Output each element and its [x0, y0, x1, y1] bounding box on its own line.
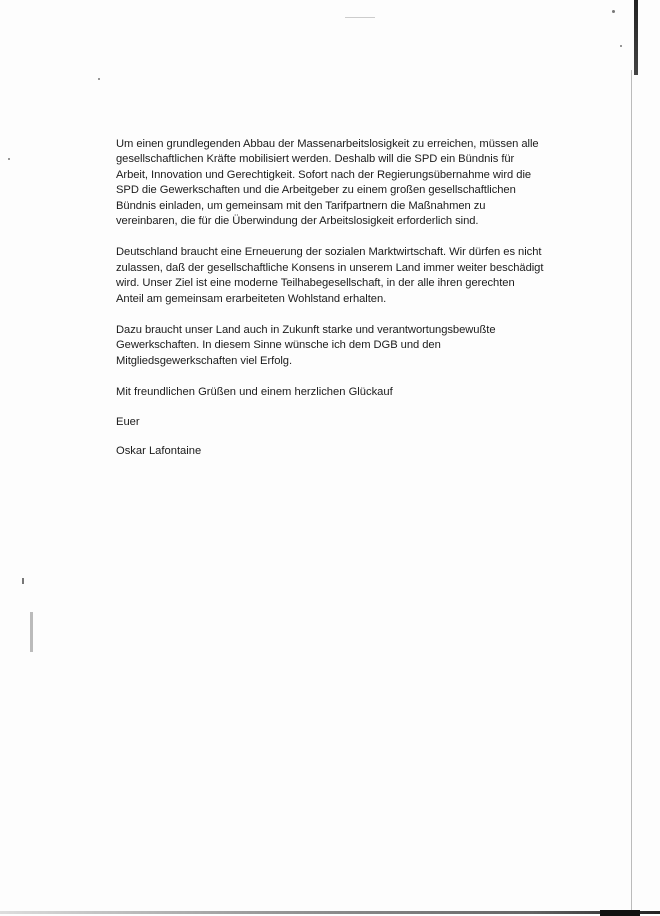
scan-speck: [30, 612, 33, 652]
scan-speck: [345, 17, 375, 18]
scan-edge-shadow: [634, 0, 638, 75]
scan-corner-shadow: [600, 910, 640, 916]
text-line: gesellschaftlichen Kräfte mobilisiert werden. Deshalb will die SPD ein Bündnis für: [116, 153, 515, 166]
scan-speck: [98, 78, 100, 80]
text-line: zulassen, daß der gesellschaftliche Konsens in unserem Land immer weiter beschädigt: [116, 261, 544, 274]
scan-speck: [22, 578, 24, 584]
scan-bottom-edge: [0, 911, 660, 914]
text-line: Mitgliedsgewerkschaften viel Erfolg.: [116, 354, 293, 367]
scan-edge-line: [631, 70, 632, 910]
letter-paragraph: [116, 323, 546, 369]
scan-speck: [8, 158, 10, 160]
signature-name: Oskar Lafontaine: [116, 445, 202, 458]
letter-paragraph: [116, 137, 546, 229]
letter-body: [116, 137, 546, 474]
closing-line: Mit freundlichen Grüßen und einem herzlichen Glückauf: [116, 386, 393, 399]
text-line: Arbeit, Innovation und Gerechtigkeit. Sofort nach der Regierungsübernahme wird die: [116, 168, 532, 181]
letter-paragraph: [116, 245, 546, 307]
text-line: vereinbaren, die für die Überwindung der Arbeitslosigkeit erforderlich sind.: [116, 215, 479, 228]
text-line: Um einen grundlegenden Abbau der Massenarbeitslosigkeit zu erreichen, müssen alle: [116, 138, 539, 150]
text-line: Bündnis einladen, um gemeinsam mit den Tarifpartnern die Maßnahmen zu: [116, 199, 486, 212]
text-line: Deutschland braucht eine Erneuerung der sozialen Marktwirtschaft. Wir dürfen es nicht: [116, 246, 542, 259]
text-line: Anteil am gemeinsam erarbeiteten Wohlstand erhalten.: [116, 292, 387, 305]
text-line: wird. Unser Ziel ist eine moderne Teilhabegesellschaft, in der alle ihren gerechten: [116, 277, 515, 290]
valediction: Euer: [116, 415, 140, 428]
text-line: Gewerkschaften. In diesem Sinne wünsche ich dem DGB und den: [116, 339, 441, 352]
scan-speck: [612, 10, 615, 13]
scan-speck: [620, 45, 622, 47]
text-line: Dazu braucht unser Land auch in Zukunft starke und verantwortungsbewußte: [116, 324, 496, 337]
text-line: SPD die Gewerkschaften und die Arbeitgeber zu einem großen gesellschaftlichen: [116, 184, 516, 197]
